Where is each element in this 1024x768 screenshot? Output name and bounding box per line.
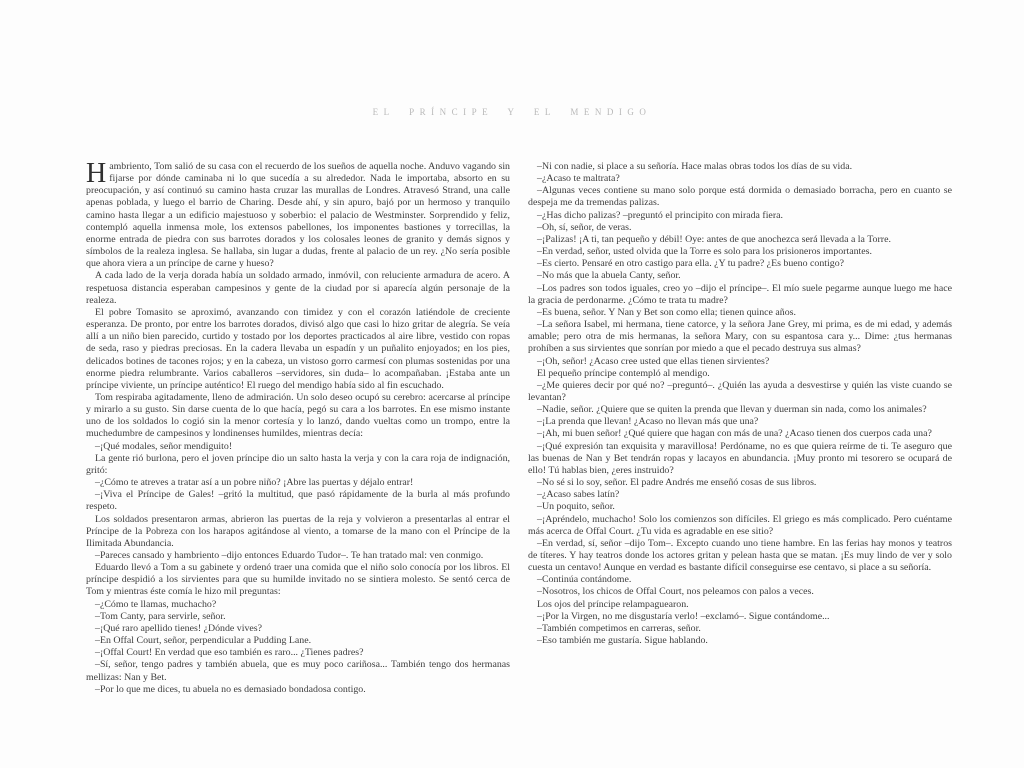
paragraph: –¡Ah, mi buen señor! ¿Qué quiere que hagan con más de una? ¿Acaso tienen dos cuerpos cada una? [537,428,932,440]
paragraph: –Oh, sí, señor, de veras. [537,221,632,233]
paragraph: –Algunas veces contiene su mano solo porque está dormida o demasiado borracha, pero en cuanto se despeja me da tremendas palizas. [528,185,952,209]
paragraph: Los ojos del príncipe relampaguearon. [537,598,689,610]
paragraph: –Ni con nadie, si place a su señoría. Hace malas obras todos los días de su vida. [537,161,853,172]
opening-paragraph [86,158,510,270]
paragraph: –¡La prenda que llevan! ¿Acaso no llevan más que una? [537,416,759,428]
paragraph: –También competimos en carreras, señor. [537,622,701,634]
paragraph: –¡Oh, señor! ¿Acaso cree usted que ellas tienen sirvientes? [537,355,770,367]
text-column-left [86,158,510,696]
paragraph: –Tom Canty, para servirle, señor. [95,610,226,622]
paragraph: –¿Acaso te maltrata? [537,173,620,185]
paragraph: –La señora Isabel, mi hermana, tiene catorce, y la señora Jane Grey, mi prima, es de mi edad, y además amable; pero otra de mis hermanas, la señora Mary, con su espantosa cara y... Dime: ¿tus hermanas prohíben a sus sirvientes que sonrían por miedo a que el pecado destruya sus almas? [528,319,952,355]
paragraph: –Nosotros, los chicos de Offal Court, nos peleamos con palos a veces. [537,586,814,598]
drop-cap: H [86,158,107,189]
paragraph: El pobre Tomasito se aproximó, avanzando con timidez y con el corazón latiéndole de creciente esperanza. De pronto, por entre los barrotes dorados, divisó algo que casi lo hizo gritar de alegría. Se veía allí a un niño bien parecido, curtido y tostado por los deportes practicados al aire libre, vestido con ropas de seda, raso y piedras preciosas. En la cadera llevaba un espadín y un puñalito enjoyados; en los pies, delicados botines de tacones rojos; y en la cabeza, un vistoso gorro carmesí con plumas sostenidas por una enorme piedra relumbrante. Varios caballeros –servidores, sin duda– lo acompañaban. ¡Estaba ante un príncipe viviente, un príncipe auténtico! El ruego del mendigo había sido al fin escuchado. [86,306,510,391]
paragraph: –¡Qué raro apellido tienes! ¿Dónde vives? [95,622,262,634]
paragraph: –¿Acaso sabes latín? [537,489,620,501]
paragraph: –Continúa contándome. [537,574,632,586]
paragraph: –¡Palizas! ¡A ti, tan pequeño y débil! Oye: antes de que anochezca será llevada a la Torre. [537,233,891,245]
paragraph: –¡Qué modales, señor mendiguito! [95,440,233,452]
paragraph: –¡Viva el Príncipe de Gales! –gritó la multitud, que pasó rápidamente de la burla al más profundo respeto. [86,489,510,513]
paragraph: –No sé si lo soy, señor. El padre Andrés me enseñó cosas de sus libros. [537,477,817,489]
paragraph: –¿Cómo te atreves a tratar así a un pobre niño? ¡Abre las puertas y déjalo entrar! [95,477,414,489]
text-column-right [528,161,952,696]
paragraph: –No más que la abuela Canty, señor. [537,270,681,282]
paragraph: –¿Has dicho palizas? –preguntó el principito con mirada fiera. [537,209,783,221]
paragraph: Los soldados presentaron armas, abrieron las puertas de la reja y volvieron a presentarlas al entrar el Príncipe de la Pobreza con los harapos agitándose al viento, a tomarse de la mano con el Príncipe de la Ilimitada Abundancia. [86,513,510,549]
right-paragraph-list [528,161,952,647]
paragraph: –¡Por la Virgen, no me disgustaría verlo! –exclamó–. Sigue contándome... [537,610,830,622]
paragraph: A cada lado de la verja dorada había un soldado armado, inmóvil, con reluciente armadura de acero. A respetuosa distancia esperaban campesinos y gente de la ciudad por si aparecía algún personaje de la realeza. [86,270,510,306]
paragraph: Eduardo llevó a Tom a su gabinete y ordenó traer una comida que el niño solo conocía por los libros. El príncipe despidió a los sirvientes para que su humilde invitado no se sintiera molesto. Se sentó cerca de Tom y mientras éste comía le hizo mil preguntas: [86,562,510,598]
paragraph: El pequeño príncipe contempló al mendigo. [537,367,710,379]
paragraph: –En verdad, señor, usted olvida que la Torre es solo para los prisioneros importantes. [537,246,872,258]
paragraph: –¿Cómo te llamas, muchacho? [95,598,217,610]
paragraph: –En verdad, sí, señor –dijo Tom–. Excepto cuando uno tiene hambre. En las ferias hay monos y teatros de títeres. Y hay teatros donde los actores gritan y pelean hasta que se matan. ¡Es muy lindo de ver y solo cuesta un centavo! Aunque en verdad es bastante difícil conseguirse ese centavo, si place a su señoría. [528,537,952,574]
paragraph: –¡Offal Court! En verdad que eso también es raro... ¿Tienes padres? [95,647,364,659]
opening-paragraph-text: ambriento, Tom salió de su casa con el recuerdo de los sueños de aquella noche. Anduvo vagando sin fijarse por dónde caminaba ni lo que sucedía a su alrededor. Nada le importaba, absorto en su preocupación, y así continuó su camino hasta cruzar las murallas de Londres. Atravesó Strand, una calle apenas poblada, y luego el barrio de Charing. Desde ahí, y sin apuro, bajó por un hermoso y tranquilo camino hasta llegar a un edificio majestuoso y soberbio: el palacio de Westminster. Sorprendido y feliz, contempló aquella inmensa mole, los extensos pabellones, los imponentes bastiones y torrecillas, la enorme entrada de piedra con sus barrotes dorados y los colosales leones de granito y demás signos y símbolos de la realeza inglesa. Se hallaba, sin lugar a dudas, frente al palacio de un rey. ¿No sería posible que ahora viera a un príncipe de carne y hueso? [86,161,510,270]
paragraph: –¡Apréndelo, muchacho! Solo los comienzos son difíciles. El griego es más complicado. Pero cuéntame más acerca de Offal Court. ¿Tu vida es agradable en ese sitio? [528,513,952,537]
paragraph: –Pareces cansado y hambriento –dijo entonces Eduardo Tudor–. Te han tratado mal: ven conmigo. [95,550,484,561]
paragraph: –Por lo que me dices, tu abuela no es demasiado bondadosa contigo. [95,683,366,695]
paragraph: –En Offal Court, señor, perpendicular a Pudding Lane. [95,635,312,647]
paragraph: –Los padres son todos iguales, creo yo –dijo el príncipe–. El mío suele pegarme aunque luego me hace la gracia de perdonarme. ¿Cómo te trata tu madre? [528,282,952,306]
paragraph: –¿Me quieres decir por qué no? –preguntó–. ¿Quién las ayuda a desvestirse y quién las viste cuando se levantan? [528,379,952,403]
paragraph: Tom respiraba agitadamente, lleno de admiración. Un solo deseo ocupó su cerebro: acercarse al príncipe y mirarlo a su gusto. Sin darse cuenta de lo que hacía, pegó su cara a los barrotes. En ese mismo instante uno de los soldados lo cogió sin la menor cortesía y lo lanzó, dando vueltas como un trompo, entre la muchedumbre de campesinos y londinenses humildes, mientras decía: [86,391,510,440]
paragraph: –Sí, señor, tengo padres y también abuela, que es muy poco cariñosa... También tengo dos hermanas mellizas: Nan y Bet. [86,659,510,683]
paragraph: –Es cierto. Pensaré en otro castigo para ella. ¿Y tu padre? ¿Es bueno contigo? [537,258,845,270]
text-columns [86,158,952,696]
paragraph: La gente rió burlona, pero el joven príncipe dio un salto hasta la verja y con la cara roja de indignación, gritó: [86,452,510,476]
chapter-header-title: EL PRÍNCIPE Y EL MENDIGO [372,107,652,117]
paragraph: –Un poquito, señor. [537,501,615,513]
left-paragraph-list [86,270,510,695]
paragraph: –Nadie, señor. ¿Quiere que se quiten la prenda que llevan y duerman sin nada, como los animales? [537,404,927,416]
paragraph: –Es buena, señor. Y Nan y Bet son como ella; tienen quince años. [537,306,796,318]
paragraph: –Eso también me gustaría. Sigue hablando. [537,635,708,647]
paragraph: –¡Qué expresión tan exquisita y maravillosa! Perdóname, no es que quiera reírme de ti. Te aseguro que las buenas de Nan y Bet tendrán ropas y lacayos en abundancia. ¡Muy pronto mi tesorero se ocupará de ello! Tú hablas bien, ¿eres instruido? [528,440,952,476]
